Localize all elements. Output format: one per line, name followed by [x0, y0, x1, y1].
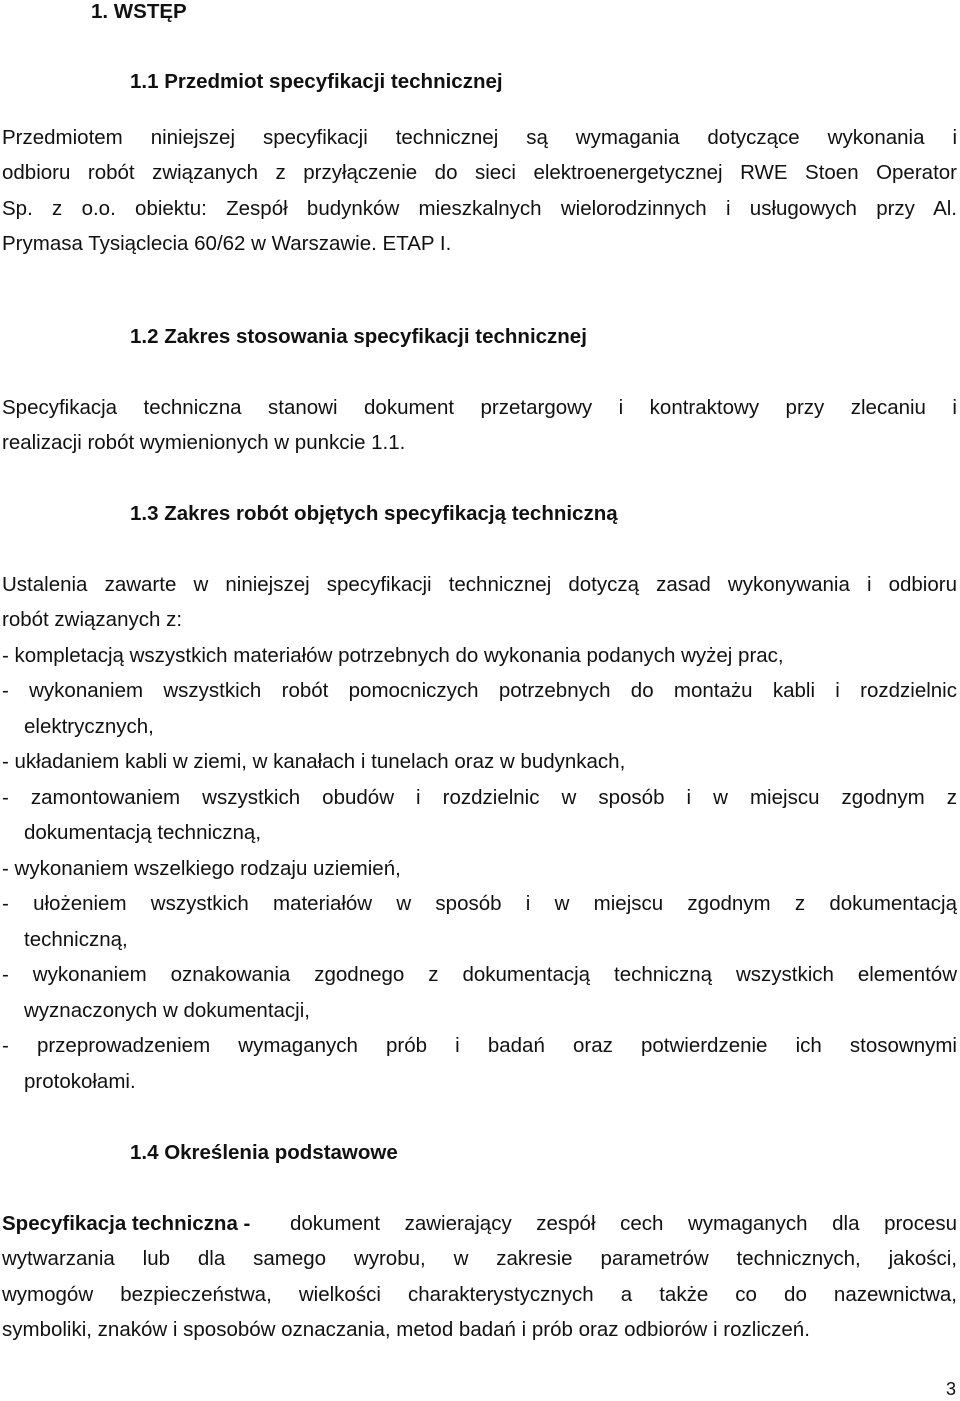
list-item-continuation: dokumentacją techniczną,	[24, 821, 262, 844]
list-item: - wykonaniem wszystkich robót pomocniczych potrzebnych do montażu kabli i rozdzielnic	[2, 679, 957, 702]
heading-1-1: 1.1 Przedmiot specyfikacji technicznej	[130, 70, 503, 93]
paragraph-line: Ustalenia zawarte w niniejszej specyfikacji technicznej dotyczą zasad wykonywania i odbioru	[2, 573, 957, 596]
heading-1-3: 1.3 Zakres robót objętych specyfikacją techniczną	[130, 502, 618, 525]
list-item: - przeprowadzeniem wymaganych prób i badań oraz potwierdzenie ich stosownymi	[2, 1034, 957, 1057]
heading-1-4: 1.4 Określenia podstawowe	[130, 1141, 398, 1164]
paragraph-line: odbioru robót związanych z przyłączenie do sieci elektroenergetycznej RWE Stoen Operator	[2, 161, 957, 184]
list-item: - wykonaniem oznakowania zgodnego z dokumentacją techniczną wszystkich elementów	[2, 963, 957, 986]
paragraph-line: realizacji robót wymienionych w punkcie 1.1.	[2, 431, 406, 454]
list-item-continuation: elektrycznych,	[24, 715, 154, 738]
paragraph-line: dokument zawierający zespół cech wymaganych dla procesu	[290, 1212, 957, 1235]
paragraph-line: robót związanych z:	[2, 608, 183, 631]
paragraph-line: Prymasa Tysiąclecia 60/62 w Warszawie. ETAP I.	[2, 232, 452, 255]
heading-1-2: 1.2 Zakres stosowania specyfikacji technicznej	[130, 325, 587, 348]
page-number: 3	[945, 1379, 956, 1399]
list-item: - wykonaniem wszelkiego rodzaju uziemień,	[2, 857, 401, 880]
list-item: - ułożeniem wszystkich materiałów w sposób i w miejscu zgodnym z dokumentacją	[2, 892, 957, 915]
paragraph-line: symboliki, znaków i sposobów oznaczania, metod badań i prób oraz odbiorów i rozliczeń.	[2, 1318, 810, 1341]
list-item-continuation: protokołami.	[24, 1070, 136, 1093]
list-item: - zamontowaniem wszystkich obudów i rozdzielnic w sposób i w miejscu zgodnym z	[2, 786, 957, 809]
paragraph-line: Specyfikacja techniczna stanowi dokument przetargowy i kontraktowy przy zlecaniu i	[2, 396, 957, 419]
list-item: - kompletacją wszystkich materiałów potrzebnych do wykonania podanych wyżej prac,	[2, 644, 784, 667]
section-heading-wstep: 1. WSTĘP	[91, 0, 187, 23]
paragraph-line: Sp. z o.o. obiektu: Zespół budynków mieszkalnych wielorodzinnych i usługowych przy Al.	[2, 197, 957, 220]
definition-term: Specyfikacja techniczna -	[2, 1212, 251, 1235]
list-item-continuation: wyznaczonych w dokumentacji,	[24, 999, 310, 1022]
list-item: - układaniem kabli w ziemi, w kanałach i tunelach oraz w budynkach,	[2, 750, 626, 773]
paragraph-line: Przedmiotem niniejszej specyfikacji technicznej są wymagania dotyczące wykonania i	[2, 126, 957, 149]
list-item-continuation: techniczną,	[24, 928, 128, 951]
paragraph-line: wymogów bezpieczeństwa, wielkości charakterystycznych a także co do nazewnictwa,	[2, 1283, 957, 1306]
paragraph-line: wytwarzania lub dla samego wyrobu, w zakresie parametrów technicznych, jakości,	[2, 1247, 957, 1270]
